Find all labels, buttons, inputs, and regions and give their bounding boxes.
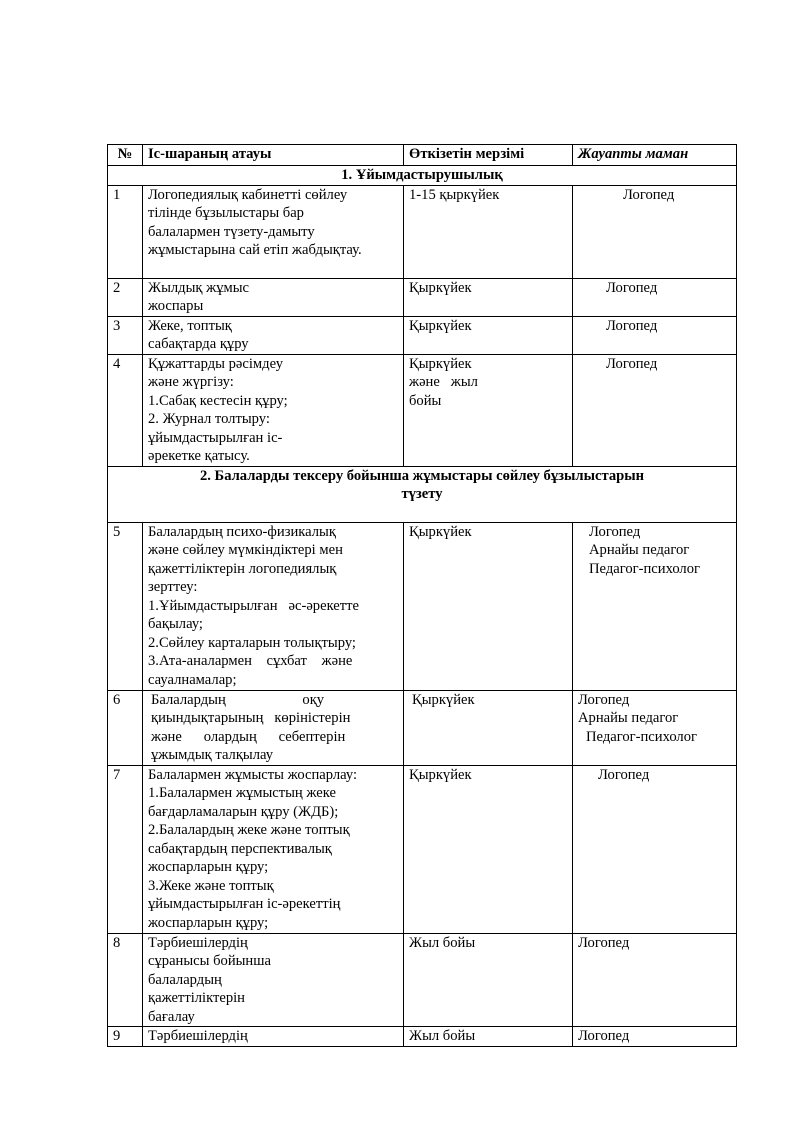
name-line: 3.Жеке және топтық <box>148 877 274 894</box>
name-line: балалардың <box>148 971 222 988</box>
section-title-line: түзету <box>401 486 443 502</box>
table-header-row <box>108 145 737 166</box>
name-line: Логопедиялық кабинетті сөйлеу <box>148 186 348 203</box>
name-line: сұранысы бойынша <box>148 953 271 969</box>
name-line: жоспарларын құру; <box>148 859 269 875</box>
row-date <box>404 933 573 1027</box>
name-line: сабақтарда құру <box>148 336 249 352</box>
name-line: 1.Балалармен жұмыстың жеке <box>148 785 336 801</box>
row-responsible <box>573 522 737 690</box>
responsible-line: Логопед <box>578 691 630 708</box>
name-line: сабақтардың перспективалық <box>148 840 332 857</box>
row-responsible <box>573 765 737 933</box>
table-row <box>108 316 737 354</box>
date-line: Жыл бойы <box>409 1028 476 1044</box>
name-line: әрекетке қатысу. <box>148 448 250 464</box>
header-date: Өткізетін мерзімі <box>404 145 573 166</box>
row-num: 5 <box>108 522 143 690</box>
name-line: қажеттіліктерін логопедиялық <box>148 560 337 577</box>
row-name <box>143 185 404 278</box>
name-line: Тәрбиешілердің <box>148 934 248 951</box>
name-line: Балалардың оқу <box>151 691 325 708</box>
table-row <box>108 765 737 933</box>
name-line: және жүргізу: <box>148 374 234 390</box>
name-line: бақылау; <box>148 616 203 632</box>
row-name <box>143 316 404 354</box>
row-num: 8 <box>108 933 143 1027</box>
name-line: ұйымдастырылған іс-әрекеттің <box>148 896 341 912</box>
row-num: 1 <box>108 185 143 278</box>
name-line: 3.Ата-аналармен сұхбат және <box>148 653 353 669</box>
name-line: 2.Сөйлеу карталарын толықтыру; <box>148 634 356 651</box>
row-responsible <box>573 354 737 466</box>
header-responsible: Жауапты маман <box>573 145 737 166</box>
section-title-line: 2. Балаларды тексеру бойынша жұмыстары сөйлеу бұзылыстарын <box>199 467 645 484</box>
date-line: және жыл <box>409 374 478 390</box>
table-row <box>108 522 737 690</box>
name-line: 2. Журнал толтыру: <box>148 411 270 427</box>
name-line: Тәрбиешілердің <box>148 1028 248 1044</box>
table-row <box>108 185 737 278</box>
section-title-2 <box>108 466 737 522</box>
name-line: жоспарларын құру; <box>148 914 269 931</box>
table-row <box>108 690 737 765</box>
row-date <box>404 522 573 690</box>
name-line: қиындықтарының көріністерін <box>151 710 351 726</box>
responsible-line: Арнайы педагог <box>589 542 690 558</box>
row-responsible <box>573 690 737 765</box>
row-date <box>404 1027 573 1047</box>
responsible-line: Логопед <box>598 766 650 783</box>
name-line: Жылдық жұмыс <box>148 279 250 296</box>
row-num: 6 <box>108 690 143 765</box>
name-line: 1.Сабақ кестесін құру; <box>148 392 288 409</box>
section-title-1: 1. Ұйымдастырушылық <box>108 166 737 186</box>
date-line: Қыркүйек <box>409 279 472 296</box>
name-line: балалармен түзету-дамыту <box>148 223 315 240</box>
row-num: 2 <box>108 278 143 316</box>
date-line: Қыркүйек <box>412 691 475 708</box>
name-line: ұжымдық талқылау <box>151 747 274 763</box>
row-responsible <box>573 316 737 354</box>
name-line: ұйымдастырылған іс- <box>148 429 283 446</box>
table-row <box>108 1027 737 1047</box>
row-num: 4 <box>108 354 143 466</box>
responsible-line: Логопед <box>606 355 658 372</box>
table-row <box>108 354 737 466</box>
name-line: сауалнамалар; <box>148 671 237 688</box>
row-num: 9 <box>108 1027 143 1047</box>
row-name <box>143 1027 404 1047</box>
row-date <box>404 278 573 316</box>
row-date <box>404 690 573 765</box>
row-num: 3 <box>108 316 143 354</box>
row-date <box>404 354 573 466</box>
row-name <box>143 354 404 466</box>
row-date <box>404 185 573 278</box>
row-date <box>404 765 573 933</box>
responsible-line: Педагог-психолог <box>586 728 697 745</box>
row-date <box>404 316 573 354</box>
name-line: және сөйлеу мүмкіндіктері мен <box>148 542 343 558</box>
name-line: жұмыстарына сай етіп жабдықтау. <box>148 242 362 258</box>
table-row <box>108 933 737 1027</box>
row-responsible <box>573 1027 737 1047</box>
row-responsible <box>573 278 737 316</box>
header-name: Іс-шараның атауы <box>143 145 404 166</box>
responsible-line: Логопед <box>606 317 658 334</box>
responsible-line: Логопед <box>578 1028 630 1044</box>
date-line: Қыркүйек <box>409 317 472 334</box>
name-line: 2.Балалардың жеке және топтық <box>148 822 350 838</box>
name-line: 1.Ұйымдастырылған әс-әрекетте <box>148 597 360 614</box>
date-line: Қыркүйек <box>409 355 472 372</box>
row-name <box>143 765 404 933</box>
header-num: № <box>108 145 143 166</box>
table-row <box>108 278 737 316</box>
name-line: бағдарламаларын құру (ЖДБ); <box>148 803 339 820</box>
row-name <box>143 522 404 690</box>
row-responsible <box>573 933 737 1027</box>
row-name <box>143 690 404 765</box>
name-line: қажеттіліктерін <box>148 990 245 1006</box>
row-responsible <box>573 185 737 278</box>
date-line: Жыл бойы <box>409 934 476 951</box>
date-line: Қыркүйек <box>409 766 472 783</box>
name-line: жоспары <box>148 298 204 314</box>
name-line: Балалардың психо-физикалық <box>148 523 336 540</box>
responsible-line: Педагог-психолог <box>589 560 700 577</box>
name-line: және олардың себептерін <box>151 728 346 745</box>
section-row-2 <box>108 466 737 522</box>
name-line: Жеке, топтық <box>148 317 232 334</box>
row-num: 7 <box>108 765 143 933</box>
name-line: бағалау <box>148 1008 195 1025</box>
row-name <box>143 278 404 316</box>
date-line: 1-15 қыркүйек <box>409 186 500 203</box>
name-line: тілінде бұзылыстары бар <box>148 205 304 221</box>
responsible-line: Логопед <box>623 186 675 203</box>
responsible-line: Арнайы педагог <box>578 710 679 726</box>
row-name <box>143 933 404 1027</box>
date-line: бойы <box>409 392 442 409</box>
name-line: Құжаттарды рәсімдеу <box>148 355 283 372</box>
responsible-line: Логопед <box>578 934 630 951</box>
section-row-1 <box>108 166 737 186</box>
responsible-line: Логопед <box>606 279 658 296</box>
date-line: Қыркүйек <box>409 523 472 540</box>
plan-table <box>107 144 737 1047</box>
name-line: Балалармен жұмысты жоспарлау: <box>148 766 358 783</box>
responsible-line: Логопед <box>589 523 641 540</box>
name-line: зерттеу: <box>148 579 198 595</box>
